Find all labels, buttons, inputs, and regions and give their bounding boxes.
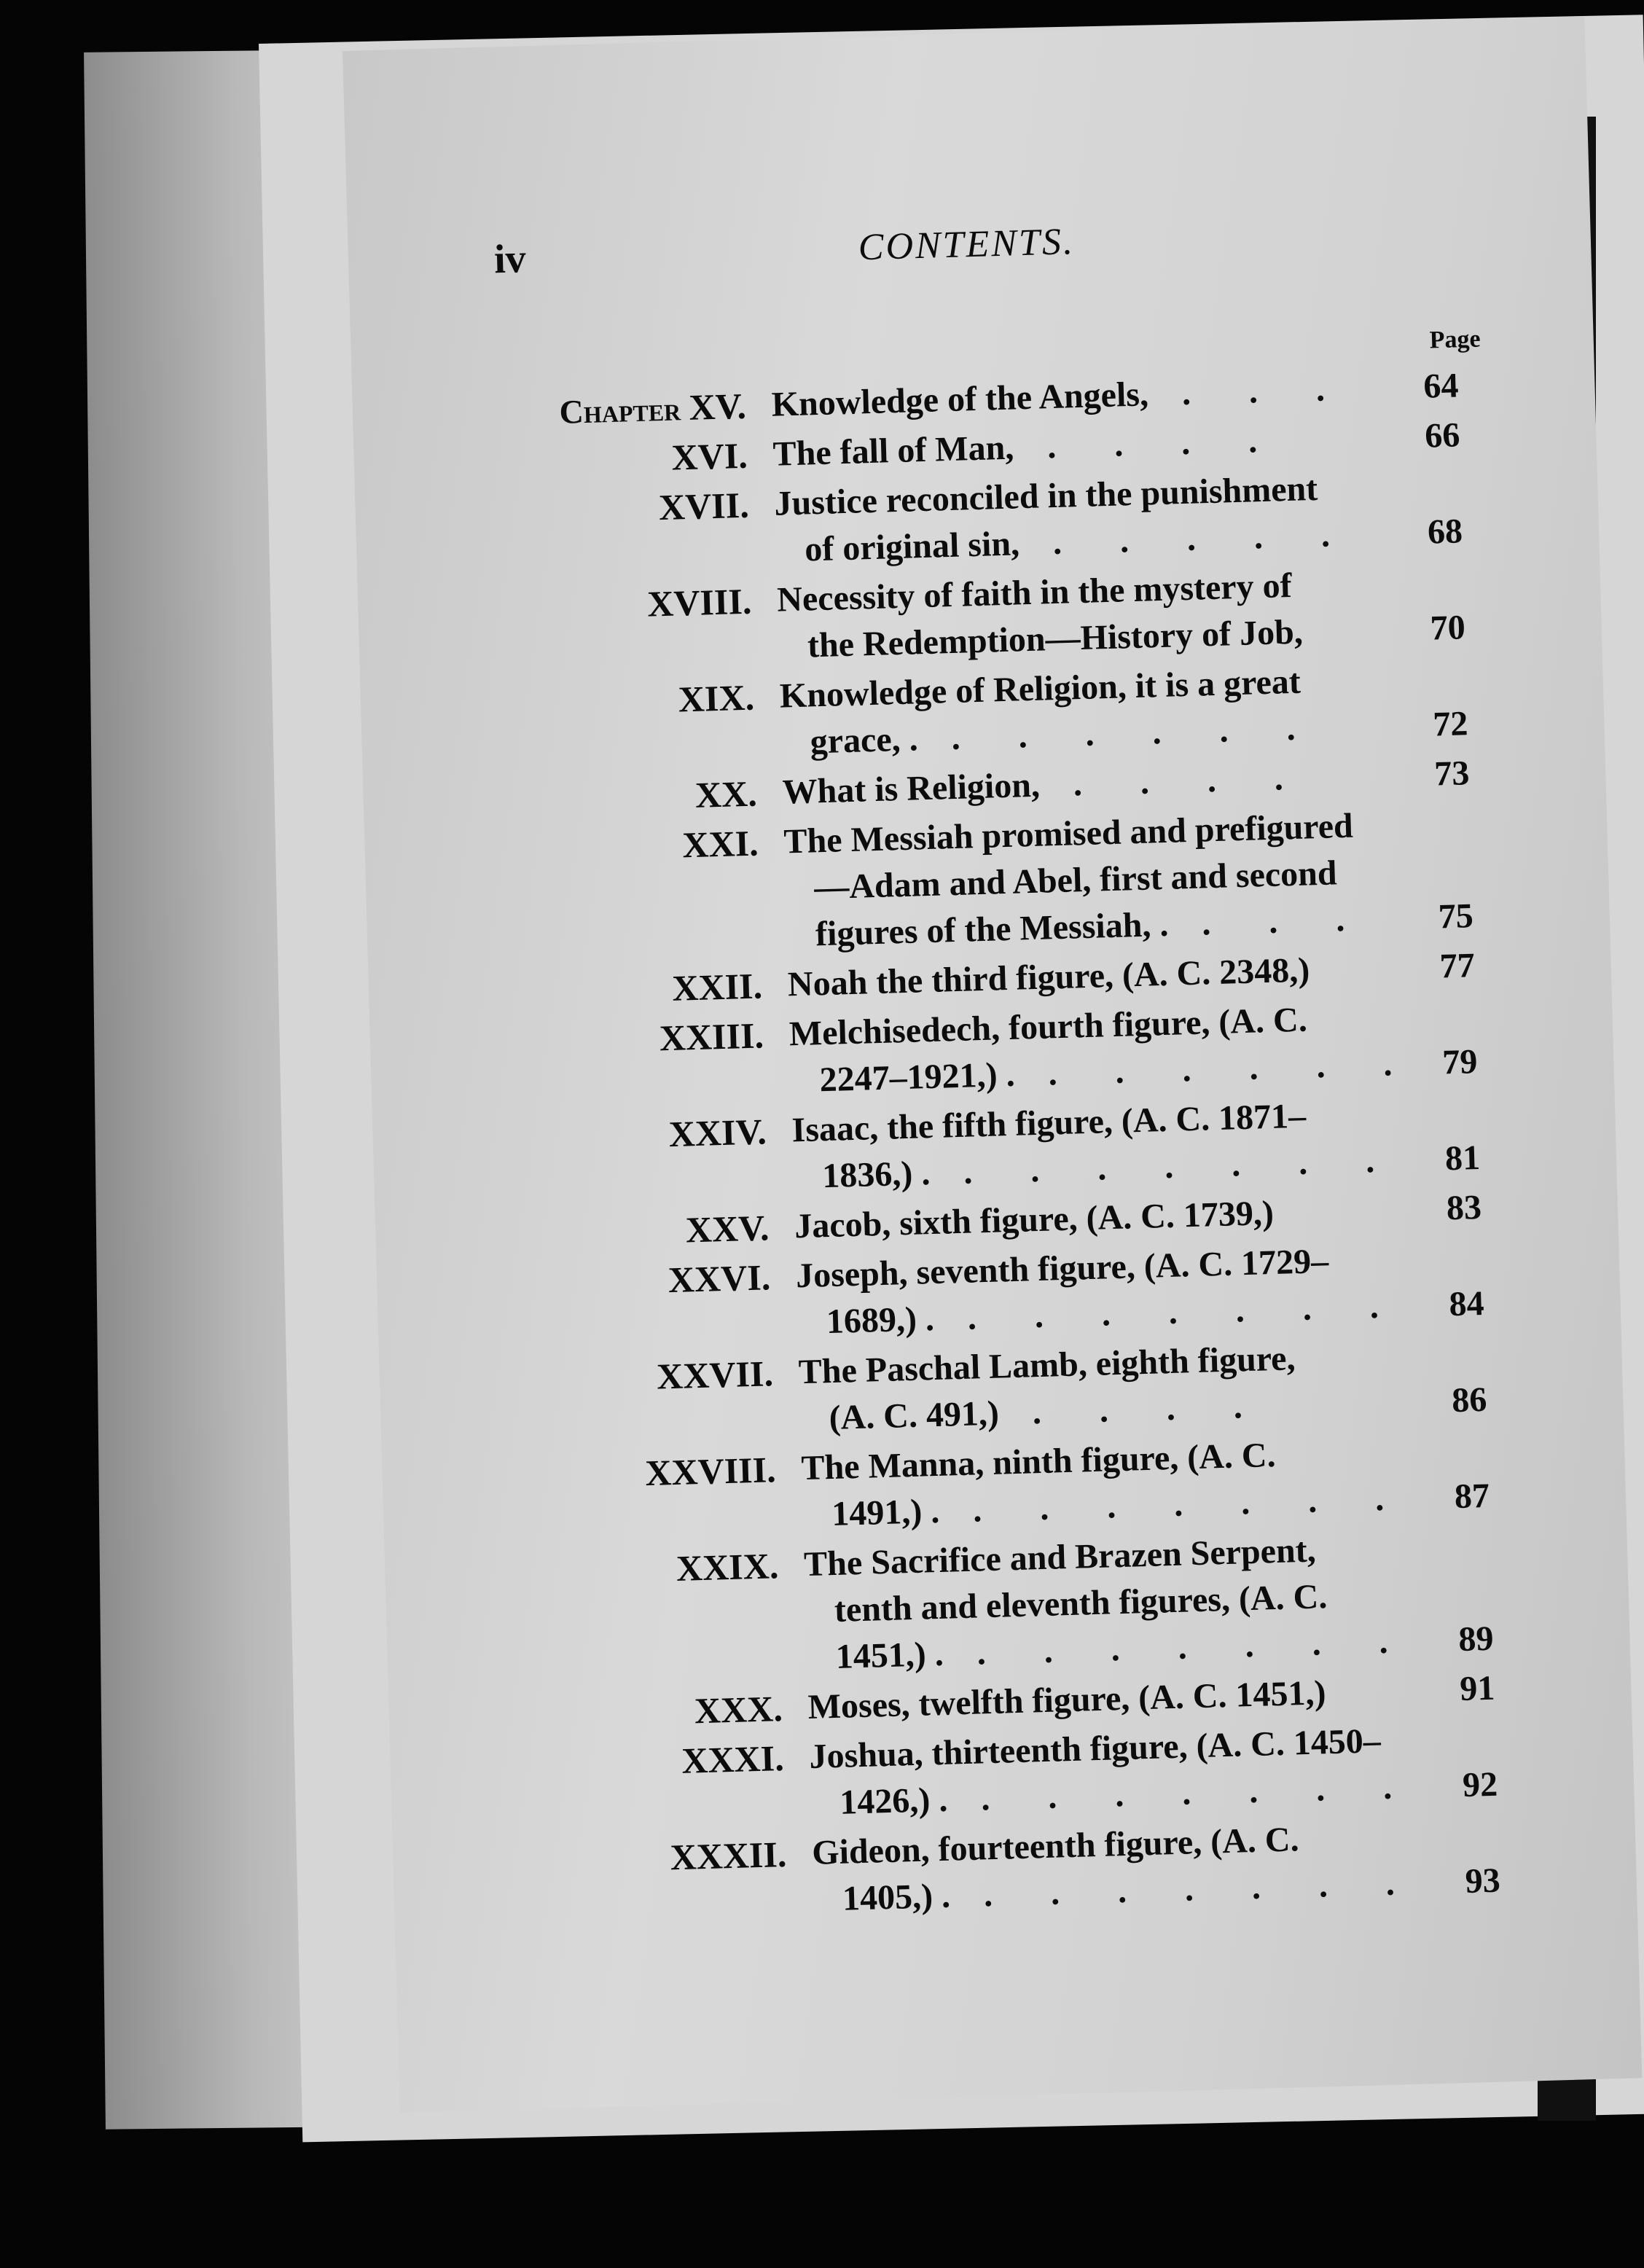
page-reference: 87 — [1454, 1476, 1490, 1517]
chapter-title-line: figures of the Messiah, . . . . — [815, 899, 1370, 954]
chapter-number — [377, 1254, 772, 1311]
chapter-prefix: Chapter — [558, 389, 690, 431]
page-reference: 75 — [1438, 896, 1474, 936]
leader-dots: . . . . — [998, 1386, 1268, 1433]
chapter-roman: XXVI. — [668, 1256, 771, 1301]
chapter-title — [783, 801, 1428, 958]
chapter-title-line: The Messiah promised and prefigured — [783, 806, 1354, 861]
chapter-title — [809, 1716, 1452, 1827]
chapter-title-line: Isaac, the fifth figure, (A. C. 1871– — [791, 1096, 1307, 1150]
chapter-title — [779, 655, 1422, 767]
toc-entry — [352, 361, 1517, 431]
chapter-roman: XXII. — [671, 965, 763, 1009]
chapter-title-line: Necessity of faith in the mystery of — [776, 566, 1293, 619]
chapter-roman: XIX. — [678, 676, 755, 720]
chapter-title-line: 1451,) . . . . . . . . — [835, 1621, 1414, 1676]
chapter-roman: XXX. — [694, 1688, 783, 1732]
chapter-title-line: Gideon, fourteenth figure, (A. C. — [811, 1820, 1300, 1872]
page-reference: 91 — [1459, 1668, 1496, 1709]
chapter-number — [352, 383, 747, 442]
chapter-roman: XXVII. — [656, 1353, 774, 1397]
running-head: CONTENTS. — [858, 221, 1076, 269]
chapter-number — [385, 1542, 780, 1600]
page-reference: 68 — [1427, 512, 1463, 552]
chapter-title — [791, 1090, 1435, 1201]
chapter-title — [803, 1524, 1448, 1681]
chapter-title-line: 1836,) . . . . . . . . — [821, 1141, 1400, 1196]
chapter-number — [363, 770, 758, 828]
chapter-title-line: Joseph, seventh figure, (A. C. 1729– — [795, 1241, 1329, 1296]
leader-dots: . . . . . . — [917, 708, 1321, 759]
chapter-title-line: —Adam and Abel, first and second — [813, 853, 1338, 907]
leader-dots: . . . . . . . — [947, 1767, 1417, 1819]
page-reference: 81 — [1444, 1138, 1481, 1178]
chapter-title-line: Jacob, sixth figure, (A. C. 1739,) — [794, 1193, 1275, 1246]
chapter-roman: XXIX. — [676, 1545, 780, 1589]
chapter-number — [360, 674, 755, 732]
leader-dots: . . . . . — [1019, 515, 1355, 563]
chapter-title-line: Noah the third figure, (A. C. 2348,) — [787, 950, 1310, 1004]
leader-dots: . . . . . . . — [933, 1286, 1404, 1338]
chapter-title-line: 1405,) . . . . . . . . — [842, 1863, 1420, 1918]
chapter-title-line: 1426,) . . . . . . . . — [839, 1767, 1417, 1822]
chapter-number — [364, 820, 759, 877]
chapter-title-line: Moses, twelfth figure, (A. C. 1451,) — [807, 1673, 1327, 1727]
chapter-title-line: of original sin, . . . . . — [804, 515, 1355, 569]
chapter-title-line: Joshua, thirteenth figure, (A. C. 1450– — [808, 1721, 1382, 1777]
chapter-roman: XXVIII. — [644, 1449, 777, 1494]
chapter-number — [382, 1446, 777, 1503]
chapter-number — [390, 1735, 785, 1792]
chapter-title-line: 1689,) . . . . . . . . — [826, 1286, 1404, 1342]
chapter-number — [375, 1204, 770, 1262]
chapter-number — [368, 962, 763, 1020]
chapter-roman: XXIII. — [659, 1014, 764, 1059]
chapter-number — [358, 578, 753, 636]
chapter-roman: XXI. — [681, 822, 759, 866]
chapter-number — [372, 1108, 767, 1165]
chapter-title — [774, 463, 1417, 574]
chapter-number — [369, 1012, 764, 1069]
leader-dots: . . . . . . — [1014, 1044, 1418, 1094]
page-reference: 70 — [1429, 608, 1466, 648]
chapter-number — [388, 1685, 783, 1743]
chapter-title — [811, 1812, 1455, 1923]
chapter-title-line: What is Religion, . . . . — [781, 758, 1309, 812]
page-reference: 79 — [1441, 1042, 1479, 1082]
leader-dots: . . . — [1148, 369, 1350, 414]
chapter-title — [801, 1428, 1444, 1539]
page-reference: 93 — [1464, 1861, 1501, 1901]
chapter-title — [795, 1235, 1438, 1347]
chapter-title — [776, 559, 1420, 670]
chapter-roman: XVIII. — [646, 580, 753, 625]
chapter-title-line: 2247–1921,) . . . . . . . — [818, 1044, 1418, 1100]
chapter-roman: XVI. — [670, 434, 748, 478]
page-column-label: Page — [1429, 325, 1481, 354]
leader-dots: . . . . . . . — [950, 1863, 1420, 1915]
chapter-title-line: Justice reconciled in the punishment — [773, 469, 1318, 523]
chapter-roman: XXXI. — [681, 1737, 785, 1781]
chapter-title-line: the Redemption—History of Job, — [807, 612, 1304, 665]
chapter-roman: XXIV. — [668, 1111, 767, 1155]
leader-dots: . . . — [1167, 899, 1370, 944]
chapter-title-line: Knowledge of the Angels, . . . — [771, 369, 1350, 424]
page-reference: 89 — [1457, 1619, 1495, 1659]
chapter-title-line: Knowledge of Religion, it is a great — [779, 662, 1302, 716]
page-reference: 84 — [1448, 1283, 1485, 1324]
page-reference: 86 — [1451, 1380, 1488, 1420]
page-reference: 72 — [1432, 704, 1469, 744]
page-reference: 92 — [1462, 1764, 1498, 1805]
leader-dots: . . . . . . . — [939, 1478, 1409, 1530]
chapter-title-line: tenth and eleventh figures, (A. C. — [834, 1577, 1328, 1630]
chapter-title-line: grace, . . . . . . . — [809, 708, 1321, 762]
chapter-number — [379, 1350, 774, 1407]
chapter-title-line: 1491,) . . . . . . . . — [831, 1478, 1409, 1534]
chapter-roman: XVII. — [658, 484, 750, 528]
leader-dots: . . . . — [1039, 758, 1309, 805]
page-reference: 64 — [1422, 366, 1460, 406]
chapter-title-line: The fall of Man, . . . . — [772, 421, 1283, 474]
leader-dots: . . . . . . . — [929, 1141, 1400, 1193]
chapter-title-line: The Paschal Lamb, eighth figure, — [798, 1339, 1296, 1392]
chapter-title-line: (A. C. 491,) . . . . — [828, 1386, 1268, 1438]
chapter-title — [798, 1332, 1441, 1443]
leader-dots: . . . . . . . — [942, 1621, 1414, 1673]
chapter-title — [788, 993, 1432, 1105]
chapter-roman: XX. — [694, 773, 758, 816]
page-reference: 73 — [1433, 754, 1471, 794]
page-reference: 66 — [1424, 415, 1461, 455]
page-reference: 83 — [1446, 1187, 1482, 1228]
chapter-roman: XXXII. — [669, 1833, 788, 1878]
page-number: iv — [493, 236, 527, 283]
contents-page — [342, 16, 1642, 2113]
chapter-title-line: The Manna, ninth figure, (A. C. — [800, 1436, 1277, 1488]
chapter-roman: XV. — [688, 385, 747, 428]
chapter-title-line: Melchisedech, fourth figure, (A. C. — [788, 1000, 1308, 1054]
chapter-number — [355, 482, 750, 539]
chapter-title-line: The Sacrifice and Brazen Serpent, — [803, 1530, 1317, 1584]
page-reference: 77 — [1438, 946, 1476, 986]
chapter-roman: XXV. — [685, 1207, 770, 1251]
chapter-number — [393, 1831, 788, 1888]
leader-dots: . . . . — [1013, 421, 1283, 467]
chapter-number — [353, 432, 748, 490]
